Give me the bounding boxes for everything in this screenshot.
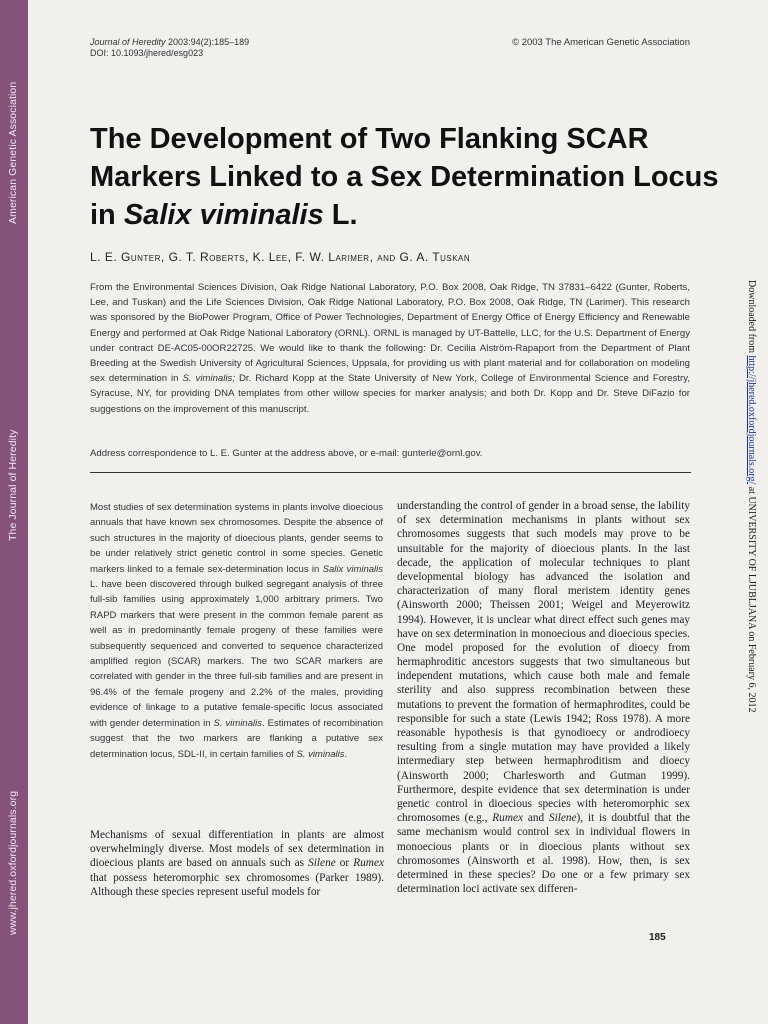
affiliation-species: S. viminalis;	[182, 373, 235, 385]
title-suffix: L.	[323, 199, 358, 231]
abstract-text-1: Most studies of sex determination systems in plants involve dioecious annuals that have known sex chromosomes. Despite the absence of such structures in the majority of dioecious plants, gender seems to be under relatively strict genetic control in some species. Genetic markers linked to a female sex-determination locus in	[90, 502, 383, 575]
affiliation-text-2: Dr. Richard Kopp at the State University of New York, College of Environmental Science and Forestry, Syracuse, NY, for providing DNA templates from other willow species for marker analysis; and both Dr. Kopp and Dr. Steve DiFazio for suggestions on the improvement of this manuscript.	[90, 373, 690, 415]
body-right-text-1: understanding the control of gender in a broad sense, the lability of sex determination mechanisms in plants without sex chromosomes suggests that such models may prove to be unsuitable for the majority of dioecious plants. In the last decade, the application of molecular techniques to plant developmental biology has advanced the isolation and characterization of many floral meristem identity genes (Ainsworth 2000; Theissen 2001; Weigel and Meyerowitz 1994). However, it is unclear what direct effect such genes may have on sex determination in monoecious and dioecious species. One model proposed for the evolution of dioecy from hermaphroditic ancestors suggests that two simultaneous but independent mutations, which cause both male and female sterility and also suppress recombination between these mutations to prevent the formation of hermaphrodites, could be responsible for such a state (Lewis 1942; Ross 1978). A more reasonable hypothesis is that gynodioecy or androdioecy resulting from a single mutation may have provided a likely intermediary step between hermaphroditism and dioecy (Ainsworth 2000; Charlesworth and Gutman 1999). Furthermore, despite evidence that sex determination is under genetic control in dioecious species with heteromorphic sex chromosomes (e.g.,	[397, 500, 690, 825]
genus-rumex: Rumex	[492, 812, 524, 825]
abstract-text-3: . Estimates of recombination suggest that the two markers are flanking a putative sex determination locus, SDL-II, in certain families of	[90, 717, 384, 760]
affiliation-acknowledgments	[90, 280, 690, 417]
sidebar-journal-name: The Journal of Heredity	[7, 429, 19, 541]
correspondence-address: Address correspondence to L. E. Gunter at the address above, or e-mail: gunterle@ornl.gov.	[90, 448, 483, 459]
copyright-notice: © 2003 The American Genetic Association	[512, 37, 690, 48]
author-list: L. E. Gunter, G. T. Roberts, K. Lee, F. W. Larimer, and G. A. Tuskan	[90, 250, 471, 264]
body-left-text-2: or	[335, 857, 354, 870]
genus-silene: Silene	[308, 857, 336, 870]
genus-rumex: Rumex	[353, 857, 384, 870]
page-number: 185	[649, 932, 666, 943]
download-prefix: Downloaded from	[746, 280, 757, 356]
body-column-right	[397, 499, 690, 896]
abstract	[90, 500, 383, 762]
journal-volume-pages: 2003:94(2):185–189	[165, 37, 250, 47]
body-left-text-1: Mechanisms of sexual differentiation in plants are almost overwhelmingly diverse. Most models of sex determination in dioecious plants are based on annuals such as	[90, 829, 384, 870]
doi: DOI: 10.1093/jhered/esg023	[90, 48, 204, 58]
genus-silene: Silene	[548, 812, 577, 825]
abstract-species-1: Salix viminalis	[322, 563, 384, 575]
title-main: The Development of Two Flanking SCAR Markers Linked to a Sex Determination Locus in	[90, 123, 719, 231]
body-right-text-2: and	[523, 812, 549, 825]
download-stamp	[746, 280, 757, 712]
affiliation-text-1: From the Environmental Sciences Division, Oak Ridge National Laboratory, P.O. Box 2008, Oak Ridge, TN 37831–6422 (Gunter, Roberts, Lee, and Tuskan) and the Life Sciences Division, Oak Ridge National Laboratory, P.O. Box 2008, Oak Ridge, TN (Larimer). This research was sponsored by the BioPower Program, Office of Power Technologies, Department of Energy Office of Energy Efficiency and Renewable Energy and performed at Oak Ridge National Laboratory (ORNL). ORNL is managed by UT-Battelle, LLC, for the U.S. Department of Energy under contract DE-AC05-00OR22725. We would like to thank the following: Dr. Cecilia Alström-Rapaport from the Department of Plant Breeding at the Swedish University of Agricultural Sciences, Uppsala, for providing us with plant material and for collaboration on modeling sex determination in	[90, 282, 690, 385]
abstract-species-3: S. viminalis	[296, 748, 345, 760]
journal-name: Journal of Heredity	[90, 37, 166, 47]
journal-citation	[90, 37, 249, 59]
abstract-text-4: .	[344, 748, 348, 760]
abstract-text-2: L. have been discovered through bulked segregant analysis of three full-sib families using approximately 1,000 arbitrary primers. Two RAPD markers that were present in the common female parent as well as in predominantly female progeny of these families were subsequently sequenced and converted to sequence characterized amplified region (SCAR) markers. The two SCAR markers are correlated with gender in the three full-sib families and are present in 96.4% of the female progeny and 2.2% of the males, providing evidence of linkage to a putative female-specific locus associated with gender determination in	[90, 579, 383, 729]
article-title	[90, 120, 730, 234]
body-right-text-3: ), it is doubtful that the same mechanism would control sex in individual flowers in monoecious plants or in dioecious plants without sex chromosomes (Ainsworth et al. 1998). How, then, is sex determined in these species? Do one or a few primary sex determination loci activate sex differen-	[397, 812, 690, 896]
body-column-left	[90, 828, 384, 899]
sidebar-society-name: American Genetic Association	[7, 81, 19, 224]
download-suffix: at UNIVERSITY OF LJUBLJANA on February 6, 2012	[746, 484, 757, 713]
journal-sidebar	[0, 0, 28, 1024]
sidebar-journal-url: www.jhered.oxfordjournals.org	[7, 790, 19, 935]
body-left-text-3: that possess heteromorphic sex chromosomes (Parker 1989). Although these species represent useful models for	[90, 871, 384, 898]
section-divider	[90, 472, 691, 473]
title-species: Salix viminalis	[123, 199, 324, 231]
abstract-species-2: S. viminalis	[213, 717, 262, 729]
download-link[interactable]: http://jhered.oxfordjournals.org/	[746, 355, 757, 485]
